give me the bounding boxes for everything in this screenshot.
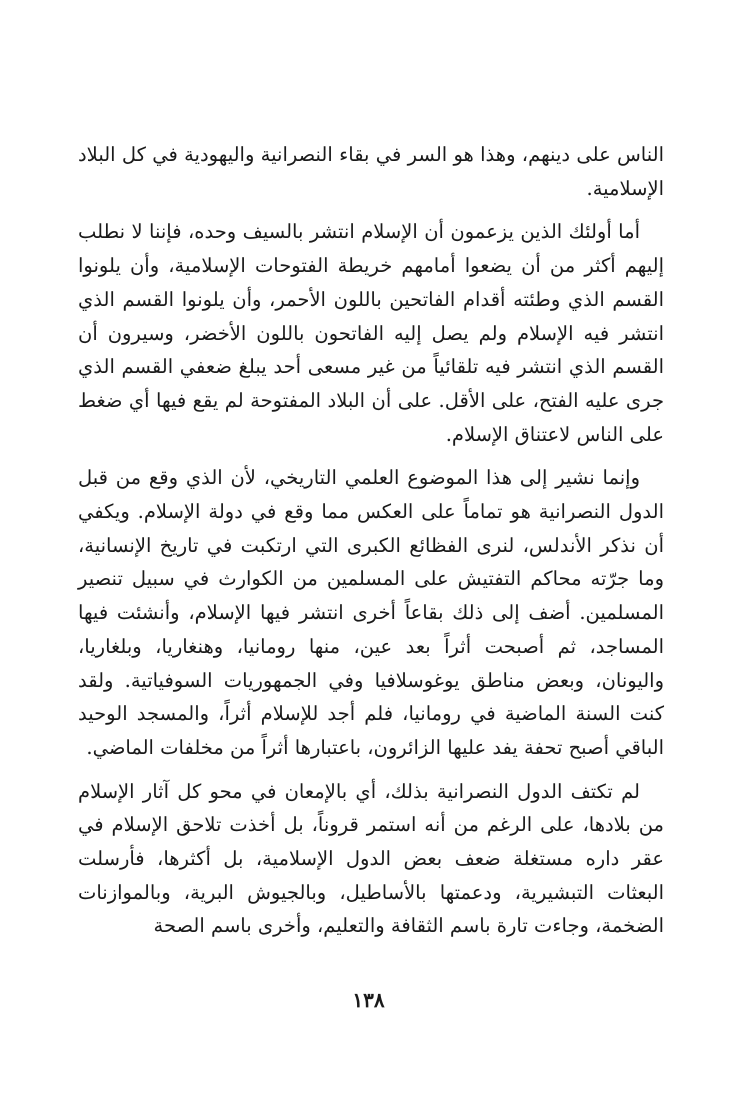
paragraph-2: أما أولئك الذين يزعمون أن الإسلام انتشر بالسيف وحده، فإننا لا نطلب إليهم أكثر من أن يضعوا أمامهم خريطة الفتوحات الإسلامية، وأن يلونوا القسم الذي وطئته أقدام الفاتحين باللون الأحمر، وأن يلونوا القسم الذي انتشر فيه الإسلام ولم يصل إليه الفاتحون باللون الأخضر، وسيرون أن القسم الذي انتشر فيه تلقائياً من غير مسعى أحد يبلغ ضعفي القسم الذي جرى عليه الفتح، على الأقل. على أن البلاد المفتوحة لم يقع فيها أي ضغط على الناس لاعتناق الإسلام.: [78, 220, 664, 446]
paragraph-1: الناس على دينهم، وهذا هو السر في بقاء النصرانية واليهودية في كل البلاد الإسلامية.: [78, 143, 664, 200]
paragraph-4: لم تكتف الدول النصرانية بذلك، أي بالإمعان في محو كل آثار الإسلام من بلادها، على الرغم من أنه استمر قروناً، بل أخذت تلاحق الإسلام في عقر داره مستغلة ضعف بعض الدول الإسلامية، بل أكثرها، فأرسلت البعثات التبشيرية، ودعمتها بالأساطيل، وبالجيوش البرية، وبالموازنات الضخمة، وجاءت تارة باسم الثقافة والتعليم، وأخرى باسم الصحة: [78, 779, 664, 938]
paragraph-3: وإنما نشير إلى هذا الموضوع العلمي التاريخي، لأن الذي وقع من قبل الدول النصرانية هو تماماً على العكس مما وقع في دولة الإسلام. ويكفي أن نذكر الأندلس، لنرى الفظائع الكبرى التي ارتكبت في تاريخ الإنسانية، وما جرّته محاكم التفتيش على المسلمين من الكوارث في سبيل تنصير المسلمين. أضف إلى ذلك بقاعاً أخرى انتشر فيها الإسلام، وأنشئت فيها المساجد، ثم أصبحت أثراً بعد عين، منها رومانيا، وهنغاريا، وبلغاريا، واليونان، وبعض مناطق يوغوسلافيا وفي الجمهوريات السوفياتية. ولقد كنت السنة الماضية في رومانيا، فلم أجد للإسلام أثراً، والمسجد الوحيد الباقي أصبح تحفة يفد عليها الزائرون، باعتبارها أثراً من مخلفات الماضي.: [78, 466, 664, 759]
body-text: [78, 138, 664, 953]
page-number: ١٣٨: [352, 988, 385, 1012]
